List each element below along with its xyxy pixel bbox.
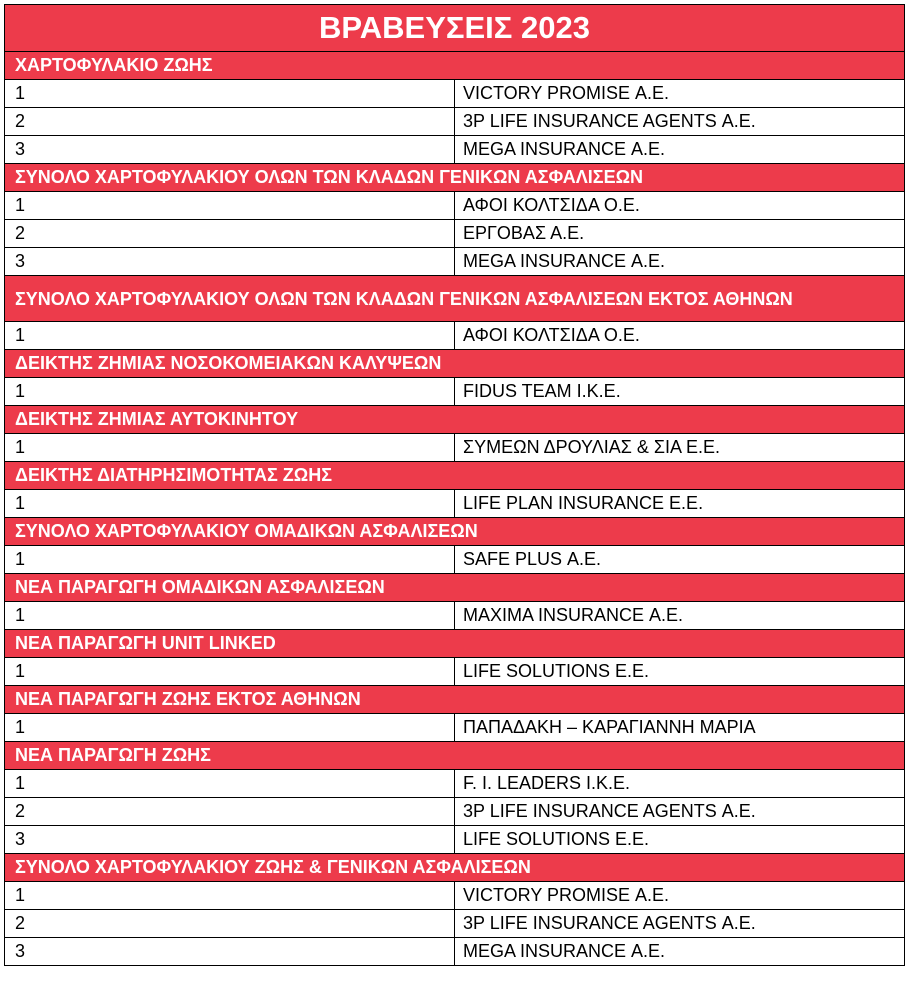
winner-name-cell: LIFE PLAN INSURANCE E.E.	[455, 490, 905, 518]
awards-table-body	[5, 5, 905, 966]
category-title: ΣΥΝΟΛΟ ΧΑΡΤΟΦΥΛΑΚΙΟΥ ΟΛΩΝ ΤΩΝ ΚΛΑΔΩΝ ΓΕΝΙΚΩΝ ΑΣΦΑΛΙΣΕΩΝ	[5, 164, 905, 192]
rank-cell: 1	[5, 714, 455, 742]
rank-cell: 1	[5, 80, 455, 108]
award-entry-row	[5, 248, 905, 276]
rank-cell: 1	[5, 192, 455, 220]
category-header-row	[5, 406, 905, 434]
award-entry-row	[5, 546, 905, 574]
category-title: ΝΕΑ ΠΑΡΑΓΩΓΗ UNIT LINKED	[5, 630, 905, 658]
award-entry-row	[5, 192, 905, 220]
category-header-row	[5, 742, 905, 770]
winner-name-cell: 3P LIFE INSURANCE AGENTS Α.Ε.	[455, 108, 905, 136]
award-entry-row	[5, 826, 905, 854]
rank-cell: 1	[5, 434, 455, 462]
winner-name-cell: FIDUS TEAM I.K.E.	[455, 378, 905, 406]
award-entry-row	[5, 910, 905, 938]
title-row	[5, 5, 905, 52]
category-title: ΔΕΙΚΤΗΣ ΖΗΜΙΑΣ ΑΥΤΟΚΙΝΗΤΟΥ	[5, 406, 905, 434]
award-entry-row	[5, 490, 905, 518]
category-title: ΝΕΑ ΠΑΡΑΓΩΓΗ ΖΩΗΣ ΕΚΤΟΣ ΑΘΗΝΩΝ	[5, 686, 905, 714]
rank-cell: 2	[5, 798, 455, 826]
category-header-row	[5, 164, 905, 192]
winner-name-cell: ΠΑΠΑΔΑΚΗ – ΚΑΡΑΓΙΑΝΝΗ ΜΑΡΙΑ	[455, 714, 905, 742]
award-entry-row	[5, 220, 905, 248]
awards-table	[4, 4, 905, 966]
winner-name-cell: VICTORY PROMISE Α.Ε.	[455, 80, 905, 108]
winner-name-cell: MEGA INSURANCE Α.Ε.	[455, 248, 905, 276]
winner-name-cell: MAXIMA INSURANCE Α.Ε.	[455, 602, 905, 630]
award-entry-row	[5, 938, 905, 966]
winner-name-cell: MEGA INSURANCE Α.Ε.	[455, 136, 905, 164]
rank-cell: 1	[5, 322, 455, 350]
rank-cell: 1	[5, 602, 455, 630]
rank-cell: 3	[5, 248, 455, 276]
winner-name-cell: ΑΦΟΙ ΚΟΛΤΣΙΔΑ Ο.Ε.	[455, 322, 905, 350]
winner-name-cell: ΕΡΓΟΒΑΣ Α.Ε.	[455, 220, 905, 248]
award-entry-row	[5, 602, 905, 630]
category-header-row	[5, 52, 905, 80]
category-header-row	[5, 630, 905, 658]
award-entry-row	[5, 80, 905, 108]
winner-name-cell: 3P LIFE INSURANCE AGENTS Α.Ε.	[455, 910, 905, 938]
rank-cell: 2	[5, 910, 455, 938]
award-entry-row	[5, 714, 905, 742]
rank-cell: 3	[5, 938, 455, 966]
category-title: ΣΥΝΟΛΟ ΧΑΡΤΟΦΥΛΑΚΙΟΥ ΟΜΑΔΙΚΩΝ ΑΣΦΑΛΙΣΕΩΝ	[5, 518, 905, 546]
rank-cell: 1	[5, 770, 455, 798]
winner-name-cell: F. I. LEADERS I.K.E.	[455, 770, 905, 798]
category-title: ΔΕΙΚΤΗΣ ΔΙΑΤΗΡΗΣΙΜΟΤΗΤΑΣ ΖΩΗΣ	[5, 462, 905, 490]
award-entry-row	[5, 322, 905, 350]
category-header-row	[5, 686, 905, 714]
award-entry-row	[5, 798, 905, 826]
rank-cell: 3	[5, 136, 455, 164]
category-title: ΝΕΑ ΠΑΡΑΓΩΓΗ ΟΜΑΔΙΚΩΝ ΑΣΦΑΛΙΣΕΩΝ	[5, 574, 905, 602]
category-title: ΝΕΑ ΠΑΡΑΓΩΓΗ ΖΩΗΣ	[5, 742, 905, 770]
category-header-row	[5, 276, 905, 322]
award-entry-row	[5, 108, 905, 136]
category-header-row	[5, 854, 905, 882]
winner-name-cell: 3P LIFE INSURANCE AGENTS Α.Ε.	[455, 798, 905, 826]
winner-name-cell: ΑΦΟΙ ΚΟΛΤΣΙΔΑ Ο.Ε.	[455, 192, 905, 220]
page-title: ΒΡΑΒΕΥΣΕΙΣ 2023	[5, 5, 905, 52]
award-entry-row	[5, 882, 905, 910]
award-entry-row	[5, 378, 905, 406]
winner-name-cell: LIFE SOLUTIONS Ε.Ε.	[455, 658, 905, 686]
rank-cell: 1	[5, 378, 455, 406]
rank-cell: 1	[5, 546, 455, 574]
category-header-row	[5, 350, 905, 378]
award-entry-row	[5, 770, 905, 798]
category-header-row	[5, 574, 905, 602]
rank-cell: 1	[5, 658, 455, 686]
rank-cell: 1	[5, 882, 455, 910]
award-entry-row	[5, 658, 905, 686]
category-title: ΣΥΝΟΛΟ ΧΑΡΤΟΦΥΛΑΚΙΟΥ ΖΩΗΣ & ΓΕΝΙΚΩΝ ΑΣΦΑΛΙΣΕΩΝ	[5, 854, 905, 882]
category-header-row	[5, 518, 905, 546]
award-entry-row	[5, 136, 905, 164]
category-title: ΔΕΙΚΤΗΣ ΖΗΜΙΑΣ ΝΟΣΟΚΟΜΕΙΑΚΩΝ ΚΑΛΥΨΕΩΝ	[5, 350, 905, 378]
category-title: ΧΑΡΤΟΦΥΛΑΚΙΟ ΖΩΗΣ	[5, 52, 905, 80]
winner-name-cell: MEGA INSURANCE Α.Ε.	[455, 938, 905, 966]
rank-cell: 2	[5, 108, 455, 136]
winner-name-cell: LIFE SOLUTIONS Ε.Ε.	[455, 826, 905, 854]
winner-name-cell: VICTORY PROMISE Α.Ε.	[455, 882, 905, 910]
category-title: ΣΥΝΟΛΟ ΧΑΡΤΟΦΥΛΑΚΙΟΥ ΟΛΩΝ ΤΩΝ ΚΛΑΔΩΝ ΓΕΝΙΚΩΝ ΑΣΦΑΛΙΣΕΩΝ ΕΚΤΟΣ ΑΘΗΝΩΝ	[5, 276, 905, 322]
rank-cell: 1	[5, 490, 455, 518]
winner-name-cell: SAFE PLUS Α.Ε.	[455, 546, 905, 574]
winner-name-cell: ΣΥΜΕΩΝ ΔΡΟΥΛΙΑΣ & ΣΙΑ Ε.Ε.	[455, 434, 905, 462]
category-header-row	[5, 462, 905, 490]
rank-cell: 3	[5, 826, 455, 854]
rank-cell: 2	[5, 220, 455, 248]
award-entry-row	[5, 434, 905, 462]
